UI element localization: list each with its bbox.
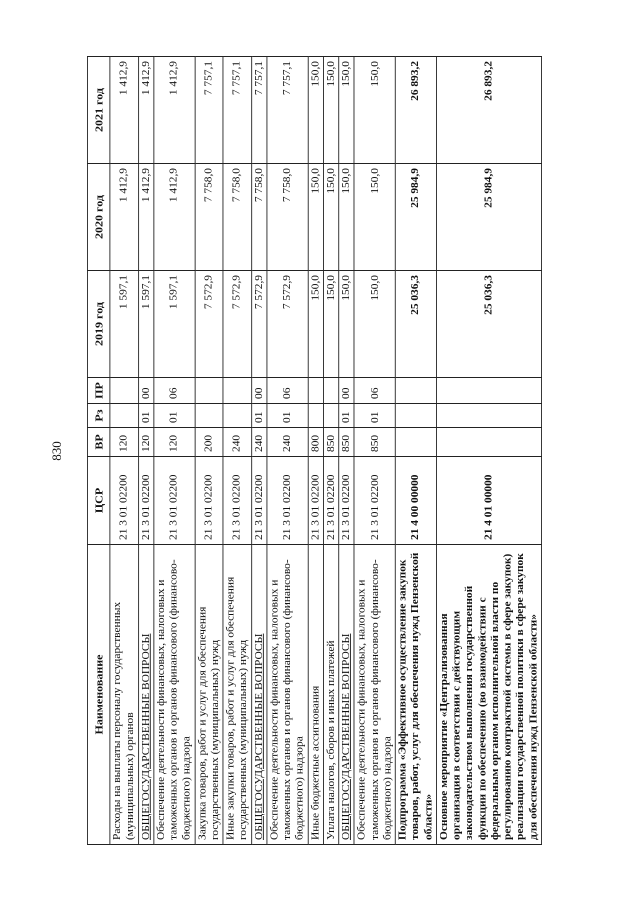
cell-2019-text: 7 572,9 [203,275,215,310]
cell-2019-text: 7 572,9 [253,275,265,310]
cell-2021 [251,57,266,164]
cell-csr [436,457,541,545]
cell-name [323,545,338,845]
cell-vr [339,428,354,457]
rotated-table-wrapper [87,57,542,845]
cell-csr-text: 21 3 01 02200 [340,474,352,540]
cell-2019 [267,271,308,378]
cell-2020 [267,164,308,271]
cell-2020-text: 1 412,9 [118,168,130,203]
cell-name [223,545,251,845]
cell-2019-text: 1 597,1 [140,275,152,310]
header-2020: 2020 год [87,164,109,271]
cell-name [154,545,195,845]
cell-2021-text: 1 412,9 [140,61,152,96]
cell-rz [110,404,138,428]
cell-name [339,545,354,845]
cell-rz [195,404,223,428]
header-2021: 2021 год [87,57,109,164]
cell-vr [110,428,138,457]
table-row [154,57,195,845]
cell-pr-text: 00 [253,387,265,399]
table-row [138,57,153,845]
cell-2019 [339,271,354,378]
table-row [110,57,138,845]
cell-2019 [195,271,223,378]
cell-2021-text: 150,0 [369,61,381,87]
cell-2021 [154,57,195,164]
header-2019: 2019 год [87,271,109,378]
cell-vr [154,428,195,457]
cell-csr [138,457,153,545]
cell-vr-text: 240 [281,434,293,452]
cell-2020-text: 150,0 [340,168,352,194]
cell-rz-text: 01 [168,411,180,423]
cell-2020 [308,164,323,271]
cell-csr-text: 21 3 01 02200 [253,474,265,540]
cell-2021 [138,57,153,164]
cell-vr-text: 200 [203,434,215,452]
cell-rz-text: 01 [281,411,293,423]
cell-csr [308,457,323,545]
cell-csr [154,457,195,545]
cell-name-text: ОБЩЕГОСУДАРСТВЕННЫЕ ВОПРОСЫ [340,633,352,840]
cell-2021 [339,57,354,164]
cell-rz [339,404,354,428]
cell-vr-text: 240 [231,434,243,452]
cell-2020-text: 7 758,0 [253,168,265,203]
cell-2021 [267,57,308,164]
cell-rz [395,404,436,428]
cell-2020 [154,164,195,271]
table-row [395,57,436,845]
cell-vr [251,428,266,457]
cell-2019-text: 1 597,1 [168,275,180,310]
cell-2020-text: 1 412,9 [168,168,180,203]
cell-2019 [154,271,195,378]
cell-rz [436,404,541,428]
table-row [339,57,354,845]
cell-2021-text: 150,0 [325,61,337,87]
cell-2020-text: 25 984,9 [410,168,422,208]
cell-rz [267,404,308,428]
table-row [223,57,251,845]
cell-name-text: Уплата налогов, сборов и иных платежей [325,640,337,840]
cell-2020 [195,164,223,271]
cell-2021 [110,57,138,164]
cell-2021-text: 26 893,2 [410,61,422,101]
cell-vr-text: 240 [253,434,265,452]
cell-2020-text: 7 758,0 [231,168,243,203]
cell-csr-text: 21 3 01 02200 [203,474,215,540]
cell-csr [195,457,223,545]
table-row [436,57,541,845]
cell-vr [267,428,308,457]
cell-2020-text: 1 412,9 [140,168,152,203]
cell-rz [138,404,153,428]
cell-rz-text: 01 [140,411,152,423]
cell-2020 [223,164,251,271]
cell-vr-text: 120 [118,434,130,452]
table-body [110,57,541,845]
cell-pr [339,378,354,404]
cell-2020-text: 150,0 [325,168,337,194]
table-header-row [87,57,109,845]
cell-pr [154,378,195,404]
cell-rz [308,404,323,428]
cell-rz [354,404,395,428]
header-pr: ПР [87,378,109,404]
cell-rz-text: 01 [369,411,381,423]
table-row [267,57,308,845]
cell-rz [323,404,338,428]
cell-vr-text: 800 [310,434,321,452]
cell-csr [110,457,138,545]
cell-2020 [138,164,153,271]
cell-csr-text: 21 3 01 02200 [310,474,321,540]
cell-pr-text: 00 [140,387,152,399]
page-number: 830 [49,441,64,461]
cell-vr [354,428,395,457]
cell-pr [436,378,541,404]
cell-2019-text: 150,0 [310,275,321,301]
cell-pr-text: 06 [369,387,381,399]
cell-csr [223,457,251,545]
cell-name [110,545,138,845]
cell-csr-text: 21 3 01 02200 [168,474,180,540]
cell-rz [251,404,266,428]
header-name: Наименование [87,545,109,845]
cell-2019 [395,271,436,378]
cell-name-text: Закупка товаров, работ и услуг для обеспечения государственных (муниципальных) нужд [196,606,221,840]
cell-2019 [251,271,266,378]
cell-2021 [436,57,541,164]
cell-vr [436,428,541,457]
cell-2020-text: 7 758,0 [203,168,215,203]
cell-csr-text: 21 4 00 00000 [410,474,422,540]
cell-name-text: ОБЩЕГОСУДАРСТВЕННЫЕ ВОПРОСЫ [253,633,265,840]
cell-pr [308,378,323,404]
cell-2020-text: 7 758,0 [281,168,293,203]
cell-2020 [323,164,338,271]
budget-table [87,56,542,845]
cell-vr [195,428,223,457]
cell-2021-text: 7 757,1 [231,61,243,96]
cell-2019 [223,271,251,378]
header-vr: ВР [87,428,109,457]
cell-2021-text: 1 412,9 [168,61,180,96]
cell-name [251,545,266,845]
cell-pr [354,378,395,404]
cell-pr [138,378,153,404]
cell-pr [251,378,266,404]
cell-name-text: Основное мероприятие «Централизованная организация в соответствии с действующим законодательством выполнения государственной функции по обеспечению (во взаимодействии с федеральным органом исполнительной власти по регулированию контрактной системы в сфере закупок) реализации государственной политики в сфере закупок для обеспечения нужд Пензенской области» [438,553,539,840]
cell-name [395,545,436,845]
table-row [251,57,266,845]
cell-pr-text: 06 [281,387,293,399]
cell-rz-text: 01 [340,411,352,423]
cell-name-text: Расходы на выплаты персоналу государственных (муниципальных) органов [112,601,136,840]
cell-name [195,545,223,845]
cell-name [267,545,308,845]
cell-2021 [395,57,436,164]
cell-csr-text: 21 3 01 02200 [369,474,381,540]
cell-2020-text: 25 984,9 [483,168,495,208]
cell-rz [154,404,195,428]
cell-2021-text: 7 757,1 [253,61,265,96]
cell-2019 [308,271,323,378]
cell-name-text: Подпрограмма «Эффективное осуществление закупок товаров, работ, услуг для обеспечения нужд Пензенской области» [397,552,434,840]
cell-2019 [436,271,541,378]
cell-2019-text: 150,0 [340,275,352,301]
cell-pr [267,378,308,404]
cell-name [138,545,153,845]
cell-vr [138,428,153,457]
cell-csr-text: 21 3 01 02200 [325,474,337,540]
cell-rz [223,404,251,428]
cell-vr [395,428,436,457]
cell-2019-text: 25 036,3 [410,275,422,315]
cell-csr-text: 21 3 01 02200 [118,474,130,540]
cell-2019 [138,271,153,378]
cell-name-text: ОБЩЕГОСУДАРСТВЕННЫЕ ВОПРОСЫ [140,633,152,840]
table-row [195,57,223,845]
cell-csr [339,457,354,545]
cell-name-text: Обеспечение деятельности финансовых, налоговых и таможенных органов и органов финансового (финансово-бюджетного) надзора [268,559,306,840]
cell-name-text: Иные закупки товаров, работ и услуг для обеспечения государственных (муниципальных) нужд [225,576,249,840]
cell-vr-text: 120 [168,434,180,452]
cell-2021-text: 7 757,1 [281,61,293,96]
cell-2021-text: 150,0 [310,61,321,87]
cell-2020 [436,164,541,271]
cell-2020-text: 150,0 [369,168,381,194]
cell-pr-text: 00 [340,387,352,399]
cell-2020 [395,164,436,271]
cell-pr [110,378,138,404]
cell-2020 [354,164,395,271]
cell-vr [308,428,323,457]
cell-vr-text: 850 [325,434,337,452]
cell-pr-text: 06 [168,387,180,399]
cell-name [354,545,395,845]
cell-name-text: Иные бюджетные ассигнования [310,685,321,840]
cell-csr-text: 21 3 01 02200 [281,474,293,540]
cell-2021 [223,57,251,164]
cell-2021 [354,57,395,164]
cell-2021-text: 150,0 [340,61,352,87]
cell-vr [223,428,251,457]
cell-2021-text: 7 757,1 [203,61,215,96]
cell-2020 [251,164,266,271]
cell-2020-text: 150,0 [310,168,321,194]
cell-csr [354,457,395,545]
cell-2021 [195,57,223,164]
cell-csr [267,457,308,545]
cell-vr [323,428,338,457]
cell-pr [323,378,338,404]
cell-vr-text: 120 [140,434,152,452]
cell-2019-text: 1 597,1 [118,275,130,310]
cell-pr [395,378,436,404]
cell-2020 [110,164,138,271]
cell-vr-text: 850 [369,434,381,452]
cell-2019-text: 150,0 [325,275,337,301]
cell-2019-text: 7 572,9 [231,275,243,310]
cell-vr-text: 850 [340,434,352,452]
table-row [308,57,323,845]
cell-2019-text: 7 572,9 [281,275,293,310]
header-csr: ЦСР [87,457,109,545]
cell-2021-text: 26 893,2 [483,61,495,101]
table-row [323,57,338,845]
cell-2019-text: 150,0 [369,275,381,301]
cell-csr-text: 21 3 01 02200 [140,474,152,540]
cell-pr [223,378,251,404]
cell-2021 [323,57,338,164]
cell-2021-text: 1 412,9 [118,61,130,96]
cell-name [308,545,323,845]
table-row [354,57,395,845]
cell-2020 [339,164,354,271]
cell-name-text: Обеспечение деятельности финансовых, налоговых и таможенных органов и органов финансового (финансово-бюджетного) надзора [155,559,193,840]
cell-2019 [354,271,395,378]
cell-csr [323,457,338,545]
cell-name-text: Обеспечение деятельности финансовых, налоговых и таможенных органов и органов финансового (финансово-бюджетного) надзора [356,559,393,840]
cell-csr [395,457,436,545]
cell-2019 [110,271,138,378]
cell-pr [195,378,223,404]
cell-2019-text: 25 036,3 [483,275,495,315]
cell-rz-text: 01 [253,411,265,423]
cell-csr-text: 21 3 01 02200 [231,474,243,540]
cell-2019 [323,271,338,378]
cell-csr [251,457,266,545]
cell-name [436,545,541,845]
cell-2021 [308,57,323,164]
header-rz: Рз [87,404,109,428]
cell-csr-text: 21 4 01 00000 [483,474,495,540]
